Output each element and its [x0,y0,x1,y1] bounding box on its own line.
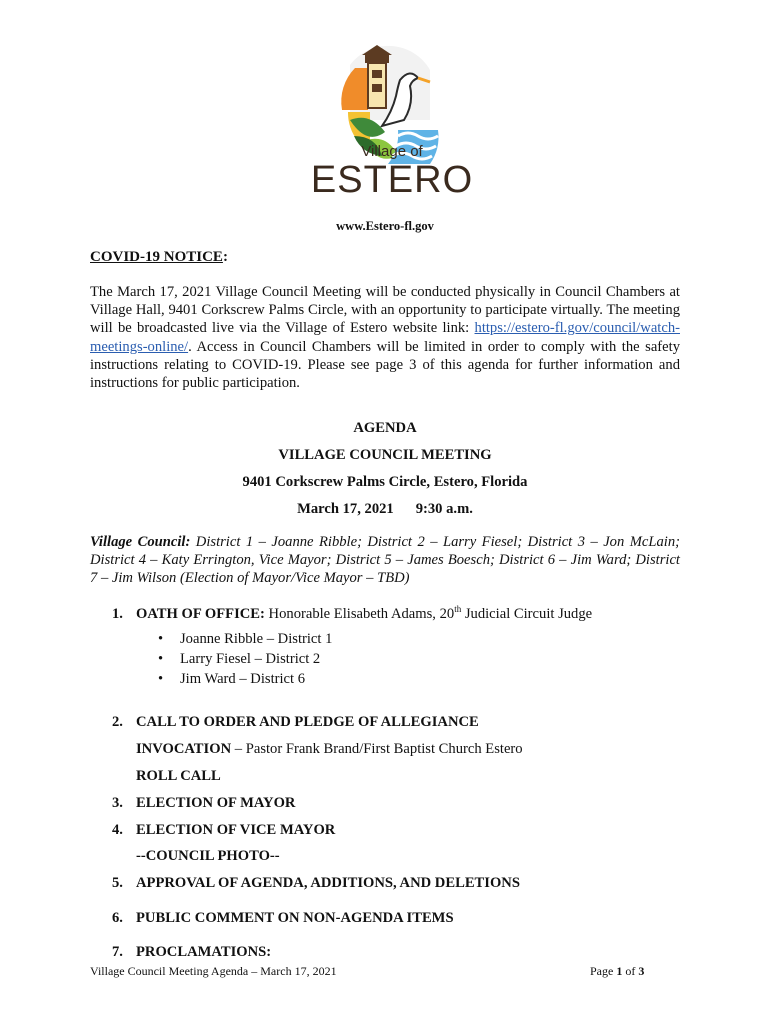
agenda-item-1: 1. OATH OF OFFICE: Honorable Elisabeth Adams, 20th Judicial Circuit Judge [112,604,593,622]
agenda-item-6: 6. PUBLIC COMMENT ON NON-AGENDA ITEMS [112,910,454,926]
page-number: Page 1 of 3 [590,964,645,978]
agenda-title: AGENDA [353,420,417,436]
meeting-title: VILLAGE COUNCIL MEETING [278,447,492,463]
invocation: INVOCATION – Pastor Frank Brand/First Baptist Church Estero [136,741,523,757]
meeting-address: 9401 Corkscrew Palms Circle, Estero, Florida [242,474,528,490]
meeting-datetime: March 17, 2021 9:30 a.m. [297,501,473,517]
village-council-members: Village Council: District 1 – Joanne Ribble; District 2 – Larry Fiesel; District 3 – Jon McLain; District 4 – Katy Errington, Vice Mayor; District 5 – James Boesch; District 6 – Jim Ward; District 7 – Jim Wilson (Election of Mayor/Vice Mayor – TBD) [90,534,680,587]
covid-notice-heading: COVID-19 NOTICE: [90,249,228,265]
roll-call: ROLL CALL [136,768,221,784]
village-logo [280,40,490,220]
website-url[interactable]: www.Estero-fl.gov [336,219,434,233]
footer-title: Village Council Meeting Agenda – March 17, 2021 [90,964,337,978]
agenda-item-3: 3. ELECTION OF MAYOR [112,795,296,811]
agenda-item-2: 2. CALL TO ORDER AND PLEDGE OF ALLEGIANCE [112,714,479,730]
agenda-item-7: 7. PROCLAMATIONS: [112,944,272,960]
covid-notice-paragraph: The March 17, 2021 Village Council Meeting will be conducted physically in Council Chambers at Village Hall, 9401 Corkscrew Palms Circle, with an opportunity to participate virtually. The meeting will be broadcasted live via the Village of Estero website link: https://estero-fl.gov/council/watch-meetings-online/. Access in Council Chambers will be limited in order to comply with the safety instructions relating to COVID-19. Please see page 3 of this agenda for further information and instructions for public participation. [90,284,680,392]
watch-meetings-link[interactable]: https://estero-fl.gov/council/watch-meetings-online/ [90,320,680,355]
agenda-page: Village of ESTERO www.Estero-fl.gov COVID-19 NOTICE: The March 17, 2021 Village Council Meeting will be conducted physically in Council Chambers at Village Hall, 9401 Corkscrew Palms Circle, with an opportunity to participate virtually. The meeting will be broadcasted live via the Village of Estero website link: https://estero-fl.gov/council/watch-meetings-online/. Access in Council Chambers will be limited in order to comply with the safety instructions relating to COVID-19. Please see page 3 of this agenda for further information and instructions for public participation. AGENDA VILLAGE COUNCIL MEETING 9401 Corkscrew Palms Circle, Estero, Florida March 17, 2021 9:30 a.m. Village Council: District 1 – Joanne Ribble; District 2 – Larry Fiesel; District 3 – Jon McLain; District 4 – Katy Errington, Vice Mayor; District 5 – James Boesch; District 6 – Jim Ward; District 7 – Jim Wilson (Election of Mayor/Vice Mayor – TBD) 1. OATH OF OFFICE: Honorable Elisabeth Adams, 20th Judicial Circuit Judge • Joanne Ribble – District 1 • Larry Fiesel – District 2 • Jim Ward – District 6 2. CALL TO ORDER AND PLEDGE OF ALLEGIANCE INVOCATION – Pastor Frank Brand/First Baptist Church Estero ROLL CALL 3. ELECTION OF MAYOR 4. ELECTION OF VICE MAYOR --COUNCIL PHOTO-- 5. APPROVAL OF AGENDA, ADDITIONS, AND DELETIONS 6. PUBLIC COMMENT ON NON-AGENDA ITEMS 7. PROCLAMATIONS: Village Council Meeting Agenda – March 17, 2021 Page 1 of 3 [0,0,770,1024]
logo-text-top: Village of [361,143,423,160]
agenda-item-4: 4. ELECTION OF VICE MAYOR [112,822,336,838]
agenda-item-5: 5. APPROVAL OF AGENDA, ADDITIONS, AND DELETIONS [112,875,520,891]
logo-text-main: ESTERO [310,159,474,201]
council-photo: --COUNCIL PHOTO-- [136,848,280,864]
